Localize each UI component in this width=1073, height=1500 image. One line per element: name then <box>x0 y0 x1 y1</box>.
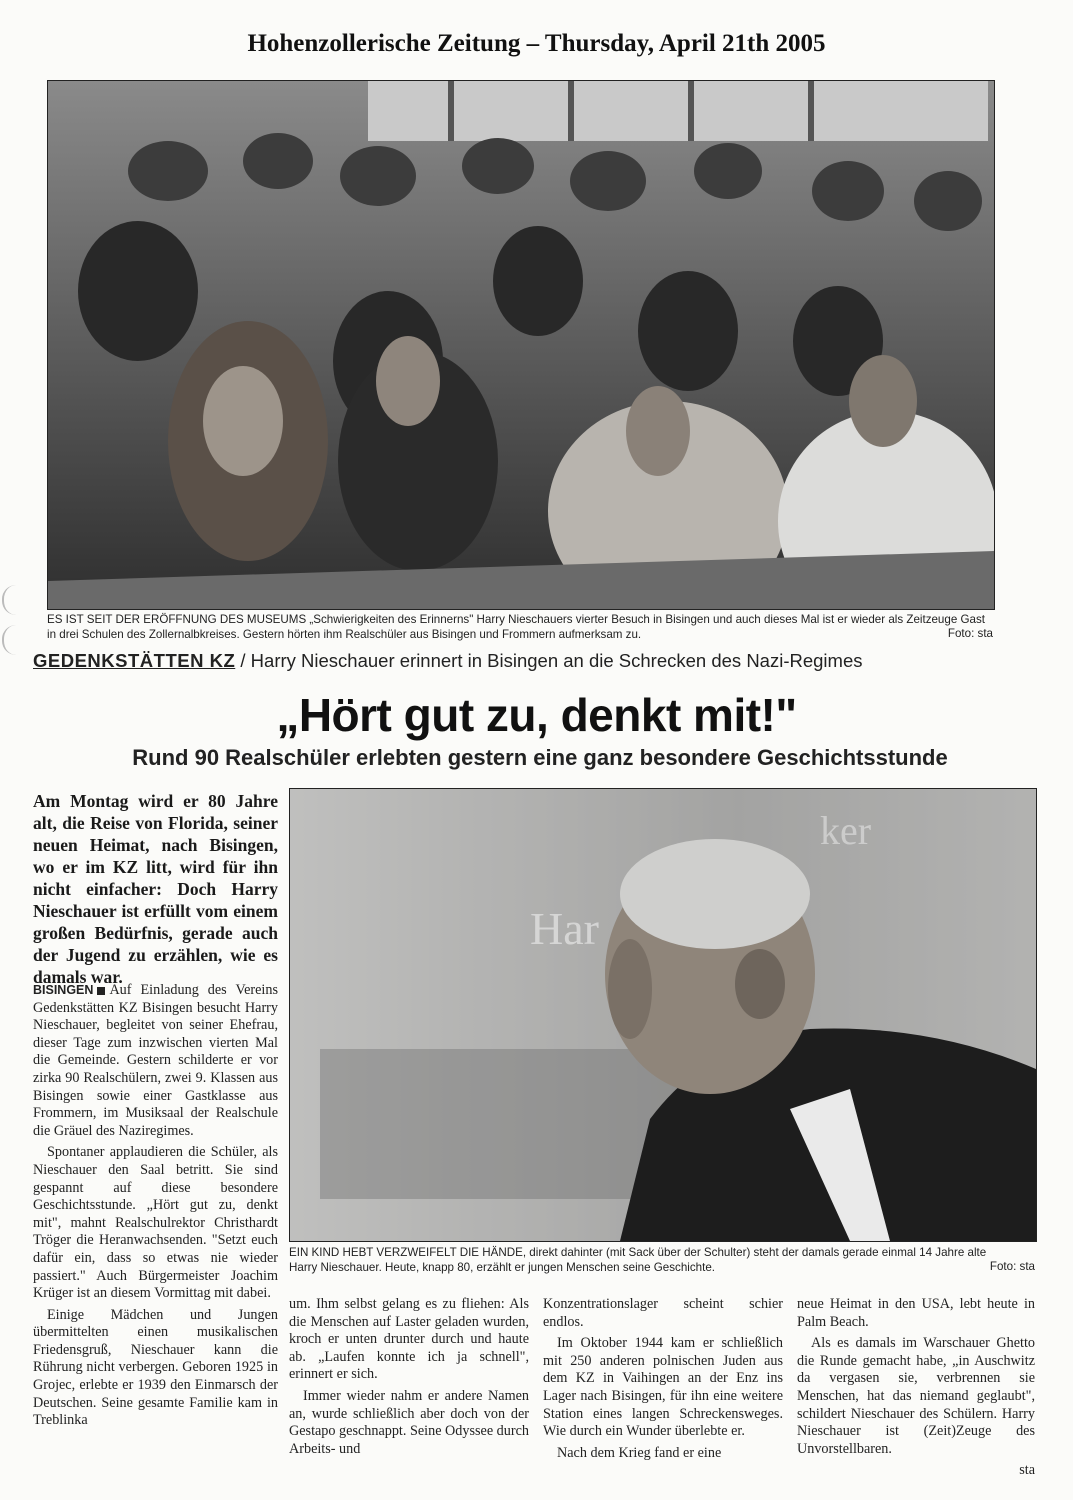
article-column-4 <box>797 1296 1035 1480</box>
photo-credit-1: Foto: sta <box>947 627 993 640</box>
article-kicker: GEDENKSTÄTTEN KZ / Harry Nieschauer erinnert in Bisingen an die Schrecken des Nazi-Regimes <box>33 650 863 671</box>
author-signoff: sta <box>1019 1462 1035 1479</box>
article-subhead: Rund 90 Realschüler erlebten gestern eine ganz besondere Geschichtsstunde <box>132 745 948 770</box>
classroom-photo <box>47 80 995 610</box>
nieschauer-portrait-photo <box>289 788 1037 1242</box>
paragraph: Im Oktober 1944 kam er schließlich mit 250 anderen polnischen Juden aus dem KZ in Vaihingen an der Enz ins Lager nach Bisingen, für ihn eine weitere Station eines langen Schreckensweges. Wie durch ein Wunder überlebte er. <box>543 1335 783 1440</box>
photo-caption-2: EIN KIND HEBT VERZWEIFELT DIE HÄNDE, direkt dahinter (mit Sack über der Schulter) steht der damals gerade einmal 14 Jahre alte Harry Nieschauer. Heute, knapp 80, erzählt er jungen Menschen seine Geschichte. <box>289 1246 987 1274</box>
svg-text:ker: ker <box>820 808 872 853</box>
paragraph: neue Heimat in den USA, lebt heute in Palm Beach. <box>797 1296 1035 1330</box>
paragraph: BISINGEN Auf Einladung des Vereins Gedenkstätten KZ Bisingen besucht Harry Nieschauer, begleitet von seiner Ehefrau, dieser Tage zum inzwischen vierten Mal die Gemeinde. Gestern schilderte er vor zirka 90 Realschülern, zwei 9. Klassen aus Bisingen sowie einer Gastklasse aus Frommern, im Musiksaal der Realschule die Gräuel des Naziregimes. <box>33 982 278 1139</box>
photo-caption-1: ES IST SEIT DER ERÖFFNUNG DES MUSEUMS „Schwierigkeiten des Erinnerns" Harry Nieschauers vierter Besuch in Bisingen und auch dieses Mal ist er wieder als Zeitzeuge Gast in drei Schulen des Zollernalbkreises. Gestern hörten ihm Realschüler aus Bisingen und Frommern aufmerksam zu. <box>47 613 985 641</box>
article-column-3 <box>543 1296 783 1466</box>
dateline: BISINGEN <box>33 983 94 997</box>
paragraph: Spontaner applaudieren die Schüler, als Nieschauer den Saal betritt. Sie sind gespannt auf diese besondere Geschichtsstunde. „Hört gut zu, denkt mit", mahnt Realschulrektor Christhardt Tröger die Heranwachsenden. "Setzt euch dafür ein, dass so etwas nie wieder passiert." Auch Bürgermeister Joachim Krüger ist an diesem Vormittag mit dabei. <box>33 1144 278 1302</box>
article-intro: Am Montag wird er 80 Jahre alt, die Reise von Florida, seiner neuen Heimat, nach Bisingen, wo er im KZ litt, wird für ihn nicht einfacher: Doch Harry Nieschauer ist erfüllt vom einem großen Bedürfnis, gerade auch der Jugend zu erzählen, wie es damals war. <box>33 791 278 987</box>
rubric-label: GEDENKSTÄTTEN KZ <box>33 650 236 671</box>
punch-hole-bottom <box>2 625 22 655</box>
paragraph: Immer wieder nahm er andere Namen an, wurde schließlich aber doch von der Gestapo geschnappt. Seine Odyssee durch Arbeits- und <box>289 1387 529 1457</box>
paragraph: um. Ihm selbst gelang es zu fliehen: Als die Menschen auf Laster geladen wurden, kroch er unten drunter durch und haute ab. „Laufen konnte ich ja schnell", erinnert er sich. <box>289 1296 529 1383</box>
paragraph: Einige Mädchen und Jungen übermittelten einen musikalischen Friedensgruß, Nieschauer kann die Rührung nicht verbergen. Geboren 1925 in Grojec, erlebte er 1939 den Einmarsch der Deutschen. Seine gesamte Familie kam in Treblinka <box>33 1306 278 1429</box>
photo-credit-2: Foto: sta <box>989 1260 1035 1273</box>
newspaper-masthead: Hohenzollerische Zeitung – Thursday, April 21th 2005 <box>247 30 826 57</box>
svg-text:Har: Har <box>530 903 599 954</box>
punch-hole-top <box>2 585 22 615</box>
paragraph: Konzentrationslager scheint schier endlos. <box>543 1296 783 1330</box>
paragraph: Als es damals im Warschauer Ghetto die Runde gemacht habe, „in Auschwitz da vergasen sie, verbrennen sie Menschen, hat das niemand geglaubt", schildert Nieschauer des Schülern. Harry Nieschauer ist (Zeit)Zeuge des Unvorstellbaren. <box>797 1335 1035 1457</box>
article-column-2 <box>289 1296 529 1462</box>
paragraph: Nach dem Krieg fand er eine <box>557 1444 722 1461</box>
dateline-square-icon <box>97 987 105 995</box>
article-headline: „Hört gut zu, denkt mit!" <box>276 689 797 741</box>
article-column-1 <box>33 982 278 1434</box>
